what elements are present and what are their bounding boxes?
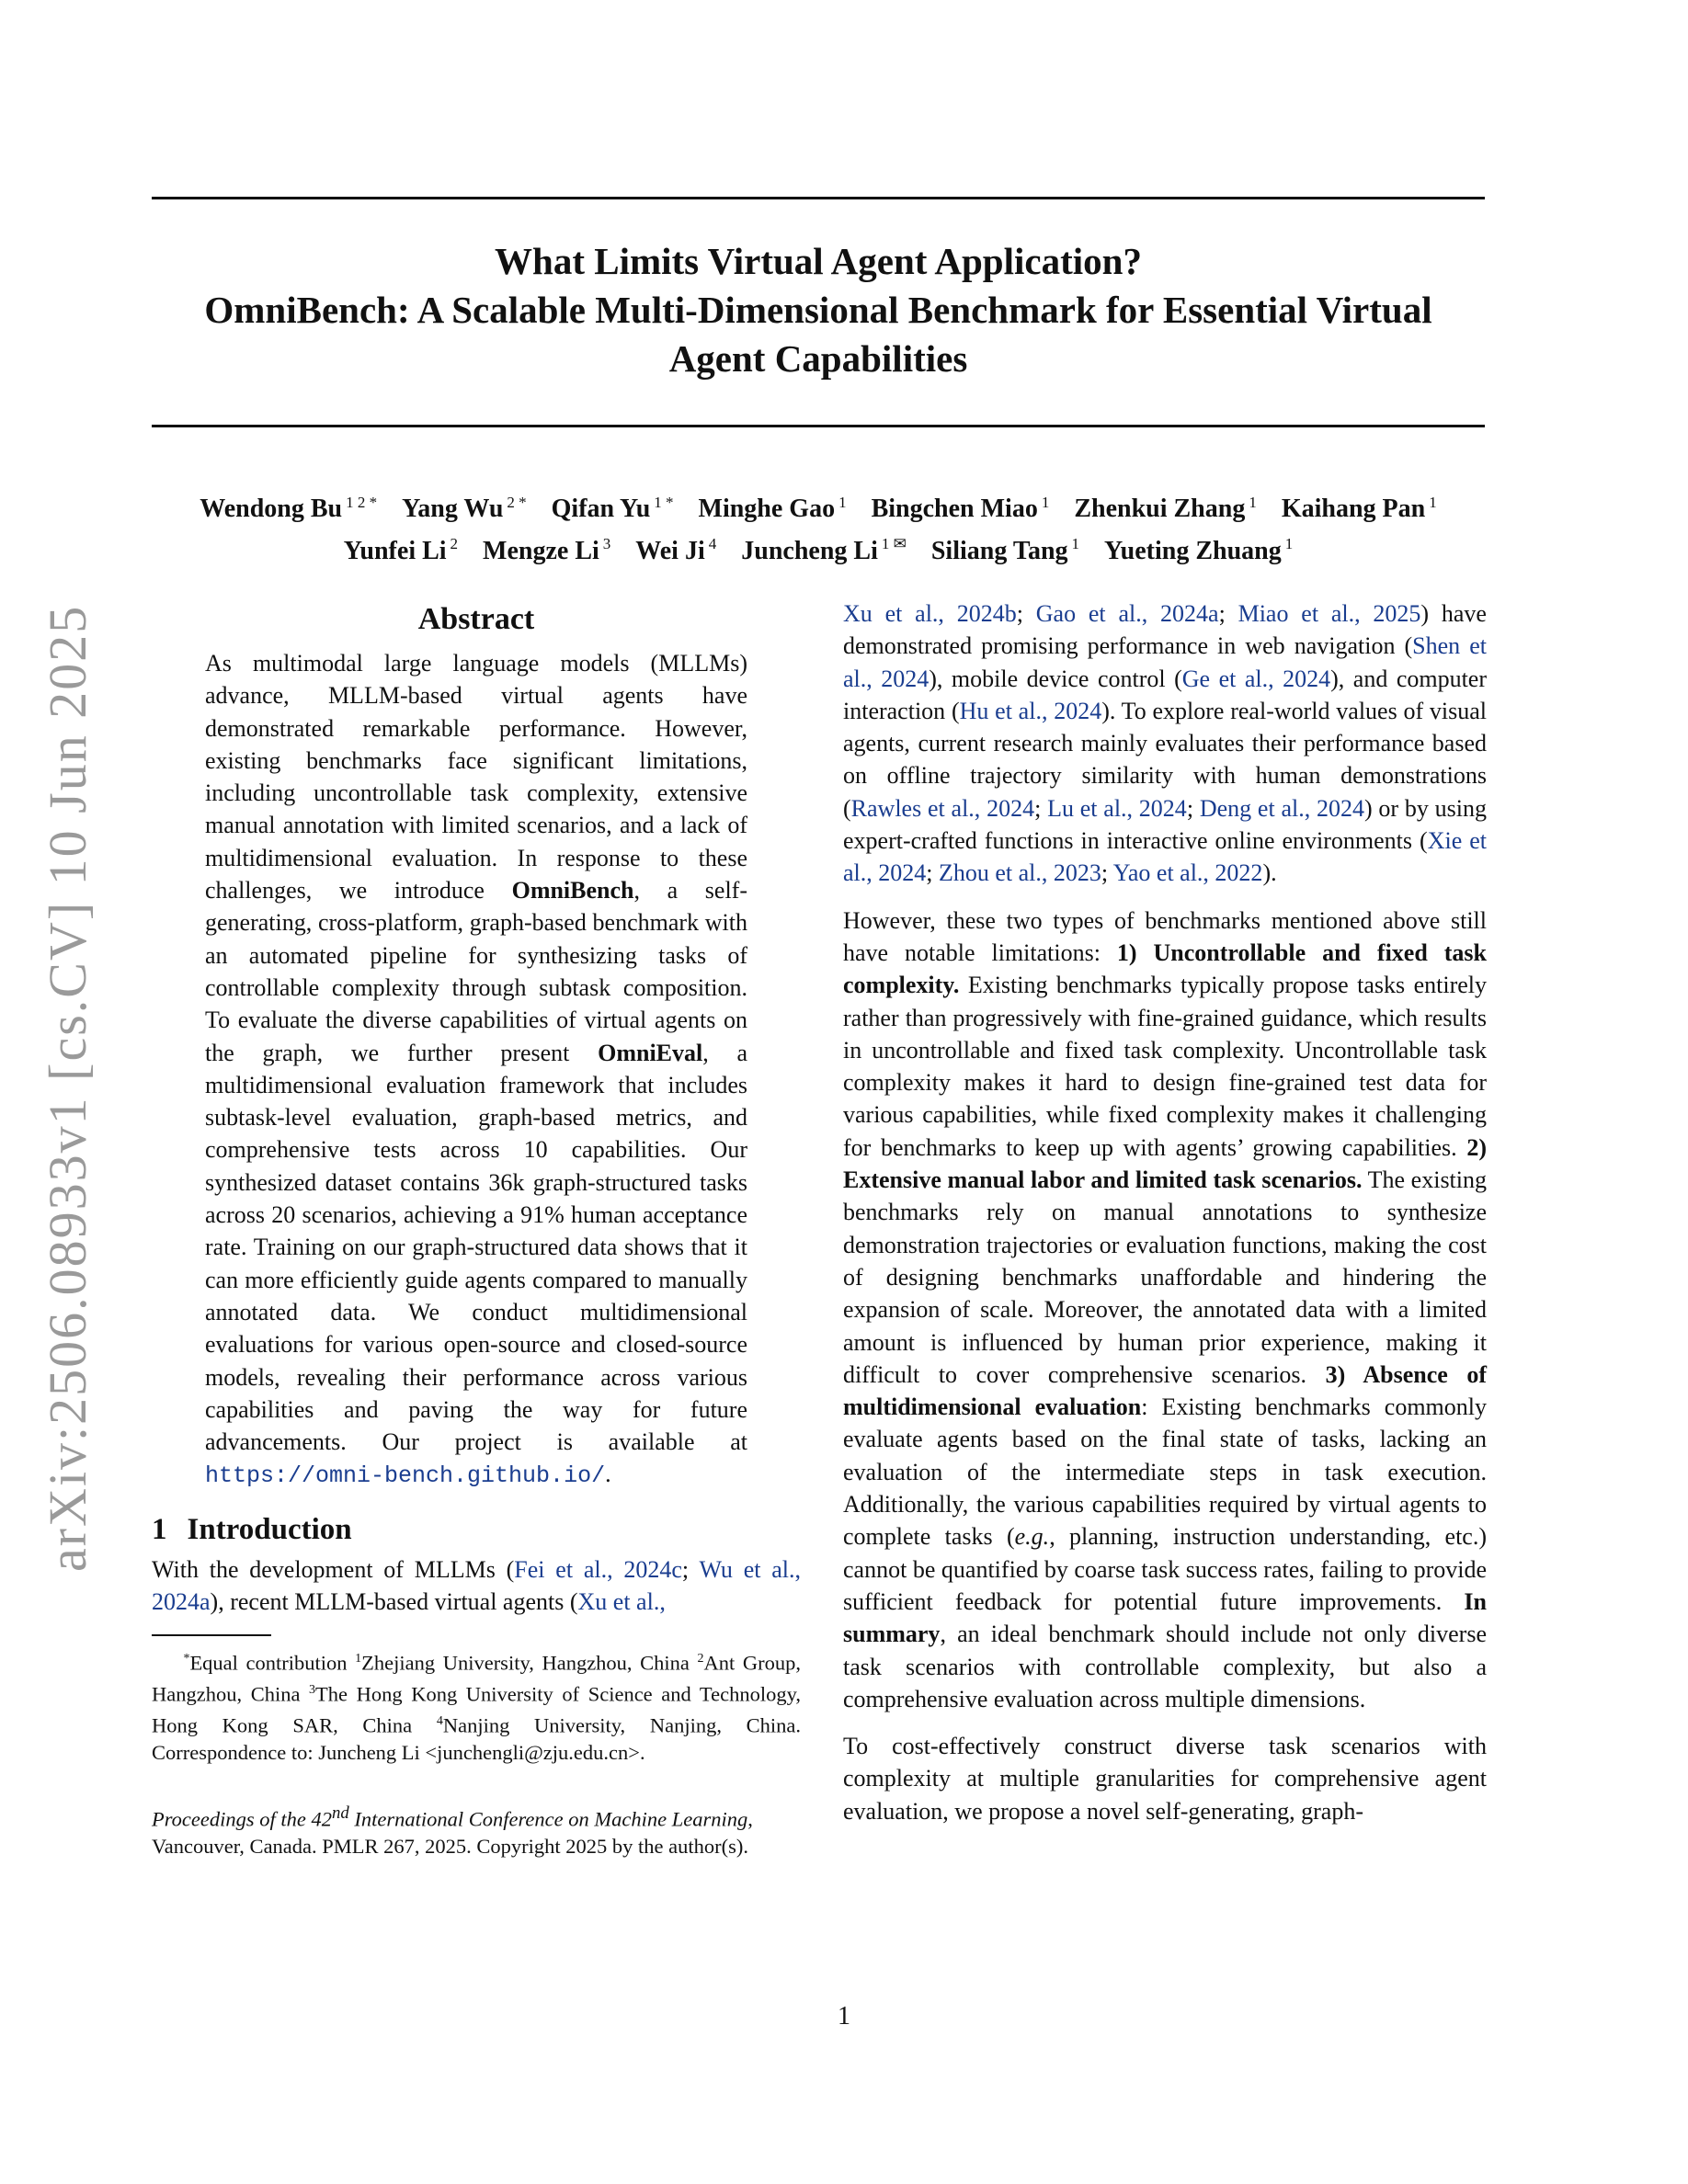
- page-number: 1: [838, 2002, 850, 2030]
- citation-link[interactable]: Miao et al., 2025: [1237, 600, 1421, 627]
- right-column: [843, 597, 1487, 1827]
- affiliations-footnote: *Equal contribution $^1$Zhejiang University, Hangzhou, China $^2$Ant Group, Hangzhou, China $^3$The Hong Kong University of Science and Technology, Hong Kong SAR, China $^4$Nanjing University, Nanjing, China. Correspondence to: Juncheng Li <junchengli@zju.edu.cn>.: [152, 1651, 802, 1765]
- citation-link[interactable]: Yao et al., 2022: [1112, 859, 1263, 887]
- author: Siliang Tang $^1$: [930, 535, 1080, 565]
- author: Zhenkui Zhang $^1$: [1074, 494, 1257, 524]
- title-top-rule: [152, 197, 1485, 199]
- author: Kaihang Pan $^1$: [1281, 494, 1437, 524]
- author: Wendong Bu $^{1 2 *}$: [200, 494, 378, 524]
- intro-paragraph-2: However, these two types of benchmarks mentioned above still have notable limitations: 1) Uncontrollable and fixed task complexity. Existing benchmarks typically propose tasks entirely rather than progressively with fine-grained guidance, which results in uncontrollable and fixed task complexity. Uncontrollable task complexity makes it hard to design fine-grained test data for various capabilities, while fixed complexity makes it challenging for benchmarks to keep up with agents’ growing capabilities. 2) Extensive manual labor and limited task scenarios. The existing benchmarks rely on manual annotations to synthesize demonstration trajectories or evaluation functions, making the cost of designing benchmarks unaffordable and hindering the expansion of scale. Moreover, the annotated data with a limited amount is influenced by human prior experience, making it difficult to cover comprehensive scenarios. 3) Absence of multidimensional evaluation: Existing benchmarks commonly evaluate agents based on the final state of tasks, lacking an evaluation of the intermediate steps in task execution. Additionally, the various capabilities required by virtual agents to complete tasks (e.g., planning, instruction understanding, etc.) cannot be quantified by coarse task success rates, failing to provide sufficient feedback for potential future improvements. In summary, an ideal benchmark should include not only diverse task scenarios with controllable complexity, but also a comprehensive evaluation across multiple dimensions.: [843, 906, 1488, 1712]
- citation-link[interactable]: Gao et al., 2024a: [1035, 600, 1219, 627]
- citation-link[interactable]: Shen et al., 2024: [843, 632, 1487, 692]
- author: Juncheng Li $^{1 ✉}$: [741, 535, 907, 565]
- author: Minghe Gao $^1$: [698, 494, 847, 524]
- citation-link[interactable]: Hu et al., 2024: [959, 697, 1102, 724]
- proceedings-note: Proceedings of the 42nd International Conference on Machine Learning, Vancouver, Canada. PMLR 267, 2025. Copyright 2025 by the author(s).: [152, 1803, 753, 1858]
- citation-link[interactable]: Xie et al., 2024: [843, 827, 1487, 887]
- author: Qifan Yu $^{1 *}$: [551, 494, 674, 524]
- author: Bingchen Miao $^1$: [871, 494, 1050, 524]
- citation-link[interactable]: Xu et al.,: [577, 1588, 666, 1616]
- title-line-2: OmniBench: A Scalable Multi-Dimensional Benchmark for Essential Virtual: [204, 289, 1432, 331]
- author: Mengze Li $^3$: [483, 535, 611, 565]
- title-line-1: What Limits Virtual Agent Application?: [495, 240, 1142, 282]
- author: Wei Ji $^4$: [635, 535, 717, 565]
- arxiv-side-stamp: arXiv:2506.08933v1 [cs.CV] 10 Jun 2025: [38, 604, 97, 1572]
- title-bottom-rule: [152, 425, 1485, 427]
- left-column: [152, 597, 801, 1860]
- citation-link[interactable]: Lu et al., 2024: [1047, 794, 1187, 822]
- title-line-3: Agent Capabilities: [668, 337, 968, 380]
- intro-paragraph-1: With the development of MLLMs (Fei et al., 2024c; Wu et al., 2024a), recent MLLM-based virtual agents (Xu et al.,: [152, 1555, 802, 1616]
- section-heading-introduction: 1 Introduction: [152, 1512, 352, 1546]
- citation-link[interactable]: Zhou et al., 2023: [939, 859, 1101, 887]
- abstract-body: As multimodal large language models (MLLMs) advance, MLLM-based virtual agents have demonstrated remarkable performance. However, existing benchmarks face significant limitations, including uncontrollable task complexity, extensive manual annotation with limited scenarios, and a lack of multidimensional evaluation. In response to these challenges, we introduce OmniBench, a self-generating, cross-platform, graph-based benchmark with an automated pipeline for synthesizing tasks of controllable complexity through subtask composition. To evaluate the diverse capabilities of virtual agents on the graph, we further present OmniEval, a multidimensional evaluation framework that includes subtask-level evaluation, graph-based metrics, and comprehensive tests across 10 capabilities. Our synthesized dataset contains 36k graph-structured tasks across 20 scenarios, achieving a 91% human acceptance rate. Training on our graph-structured data shows that it can more efficiently guide agents compared to manually annotated data. We conduct multidimensional evaluations for various open-source and closed-source models, revealing their performance across various capabilities and paving the way for future advancements. Our project is available at https://omni-bench.github.io/.: [205, 650, 747, 1490]
- citation-link[interactable]: Wu et al., 2024a: [152, 1555, 802, 1616]
- intro-paragraph-1-continued: Xu et al., 2024b; Gao et al., 2024a; Miao et al., 2025) have demonstrated promising performance in web navigation (Shen et al., 2024), mobile device control (Ge et al., 2024), and computer interaction (Hu et al., 2024). To explore real-world values of visual agents, current research mainly evaluates their performance based on offline trajectory similarity with human demonstrations (Rawles et al., 2024; Lu et al., 2024; Deng et al., 2024) or by using expert-crafted functions in interactive online environments (Xie et al., 2024; Zhou et al., 2023; Yao et al., 2022).: [843, 600, 1488, 887]
- paper-title: [152, 237, 1485, 383]
- author: Yang Wu $^{2 *}$: [402, 494, 527, 524]
- citation-link[interactable]: Fei et al., 2024c: [514, 1555, 682, 1583]
- author-row-1: [152, 485, 1485, 527]
- author-row-2: [152, 527, 1485, 568]
- author: Yueting Zhuang $^1$: [1104, 535, 1294, 565]
- author: Yunfei Li $^2$: [343, 535, 459, 565]
- project-link[interactable]: https://omni-bench.github.io/: [205, 1462, 606, 1490]
- citation-link[interactable]: Deng et al., 2024: [1199, 794, 1364, 822]
- citation-link[interactable]: Rawles et al., 2024: [850, 794, 1035, 822]
- citation-link[interactable]: Xu et al., 2024b: [843, 600, 1017, 627]
- footnote-rule: [152, 1634, 271, 1636]
- citation-link[interactable]: Ge et al., 2024: [1181, 665, 1331, 692]
- author-list: [152, 485, 1485, 569]
- abstract-heading: Abstract: [417, 602, 535, 636]
- intro-paragraph-3: To cost-effectively construct diverse task scenarios with complexity at multiple granularities for comprehensive agent evaluation, we propose a novel self-generating, graph-: [843, 1733, 1487, 1825]
